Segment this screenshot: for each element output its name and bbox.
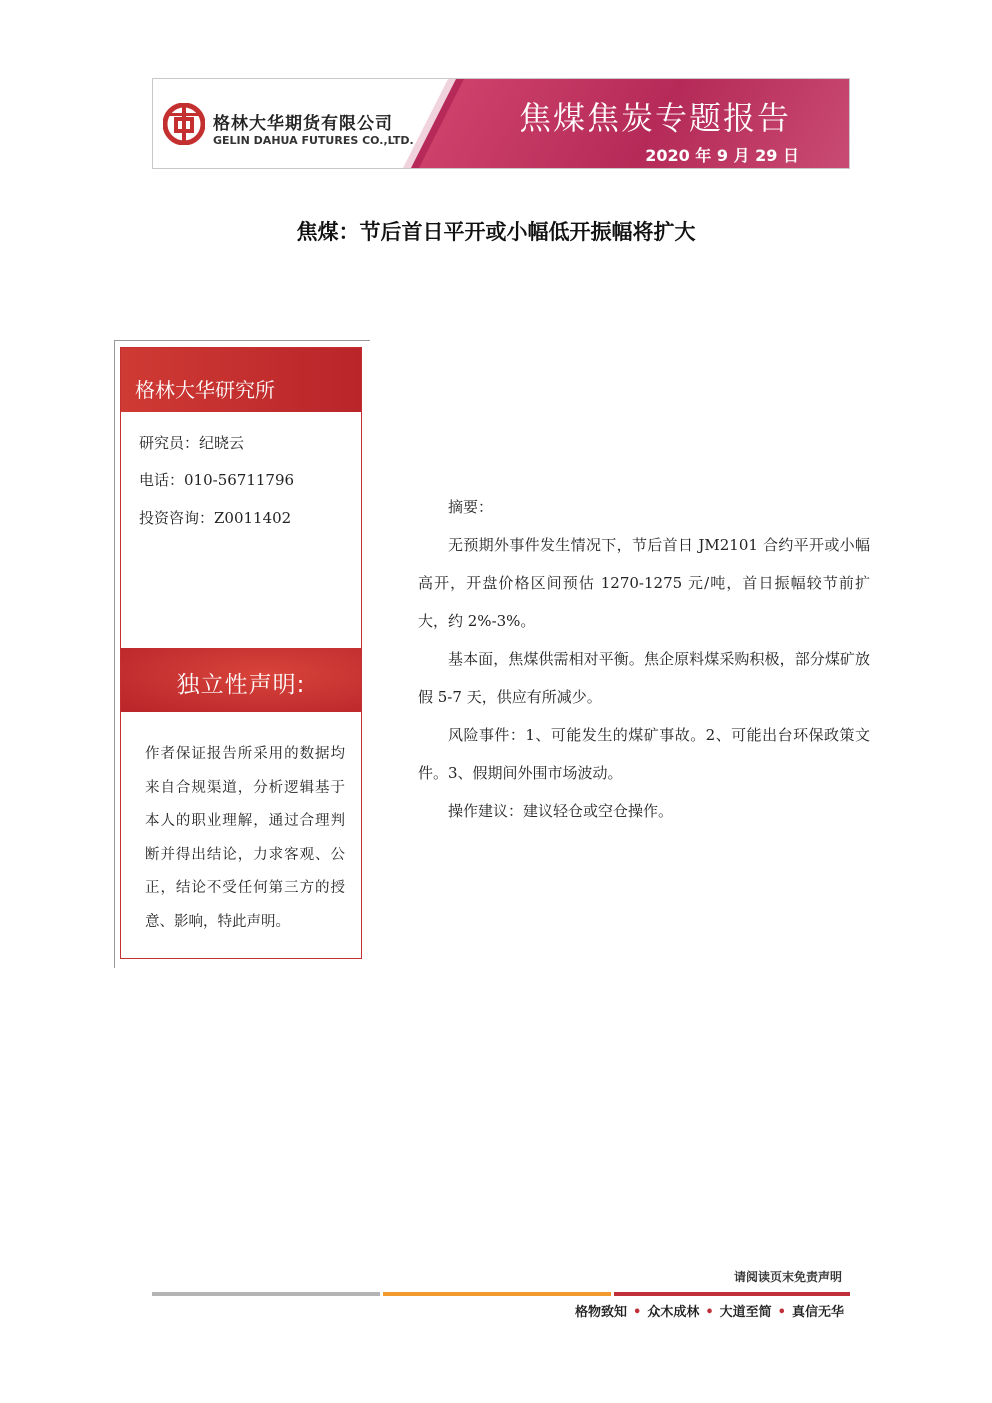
summary-paragraph: 风险事件：1、可能发生的煤矿事故。2、可能出台环保政策文件。3、假期间外围市场波动。: [418, 726, 870, 782]
page-title: 焦煤：节后首日平开或小幅低开振幅将扩大: [296, 219, 696, 244]
footer-bar-red: [614, 1292, 850, 1296]
sidebar-frame-line: [114, 340, 115, 968]
company-logo-icon: [163, 103, 205, 145]
bullet-icon: •: [777, 1305, 786, 1320]
analyst-phone: 电话：010-56711796: [139, 471, 295, 489]
analyst-name: 研究员：纪晓云: [139, 434, 245, 452]
summary-paragraph: 基本面，焦煤供需相对平衡。焦企原料煤采购积极，部分煤矿放假 5-7 天，供应有所减少。: [418, 650, 870, 706]
sidebar-header: [121, 348, 361, 412]
summary-paragraph: 操作建议：建议轻仓或空仓操作。: [448, 802, 674, 820]
motto-item: 大道至简: [719, 1305, 772, 1320]
disclaimer-header: [121, 648, 361, 712]
footer-motto: [575, 1301, 844, 1320]
bullet-icon: •: [705, 1305, 714, 1320]
footer-disclaimer-note: 请阅读页末免责声明: [733, 1270, 842, 1284]
company-name-en: GELIN DAHUA FUTURES CO.,LTD.: [213, 134, 414, 147]
summary-paragraph: 无预期外事件发生情况下，节后首日 JM2101 合约平开或小幅高开，开盘价格区间预估 1270-1275 元/吨，首日振幅较节前扩大，约 2%-3%。: [418, 536, 870, 630]
motto-item: 真信无华: [791, 1305, 844, 1320]
bullet-icon: •: [633, 1305, 642, 1320]
institute-name: 格林大华研究所: [135, 378, 275, 402]
disclaimer-text: 作者保证报告所采用的数据均来自合规渠道，分析逻辑基于本人的职业理解，通过合理判断并得出结论，力求客观、公正，结论不受任何第三方的授意、影响，特此声明。: [145, 746, 345, 930]
motto-item: 格物致知: [575, 1305, 628, 1320]
header-banner: [152, 78, 850, 169]
company-name-cn: 格林大华期货有限公司: [213, 114, 393, 134]
footer-bar-orange: [383, 1292, 611, 1296]
sidebar-panel: [120, 347, 362, 959]
report-date: 2020 年 9 月 29 日: [645, 146, 799, 165]
motto-item: 众木成林: [647, 1305, 700, 1320]
report-type: 焦煤焦炭专题报告: [518, 99, 791, 137]
footer-bar-gray: [152, 1292, 380, 1296]
disclaimer-title: 独立性声明:: [176, 672, 306, 698]
analyst-license: 投资咨询：Z0011402: [139, 509, 292, 527]
summary-section: [418, 488, 870, 830]
summary-heading: 摘要：: [448, 498, 494, 516]
sidebar-frame-line: [114, 340, 370, 341]
